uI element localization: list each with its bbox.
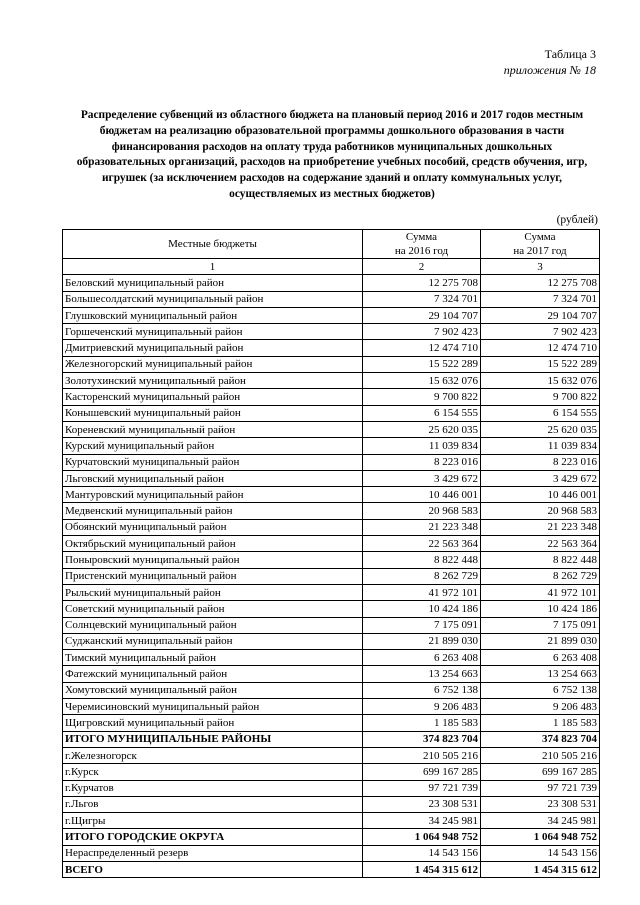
sum-2017-cell: 15 632 076 — [481, 373, 600, 389]
table-row — [63, 747, 600, 763]
sum-2016-cell: 12 474 710 — [363, 340, 481, 356]
budget-name-cell: Касторенский муниципальный район — [63, 389, 363, 405]
table-row — [63, 650, 600, 666]
table-row — [63, 584, 600, 600]
sum-2016-cell: 1 064 948 752 — [363, 829, 481, 845]
sum-2016-cell: 7 324 701 — [363, 291, 481, 307]
sum-2016-cell: 21 223 348 — [363, 519, 481, 535]
sum-2017-cell: 11 039 834 — [481, 438, 600, 454]
column-number: 3 — [481, 259, 600, 275]
table-row — [63, 454, 600, 470]
table-row — [63, 373, 600, 389]
sum-2017-cell: 12 275 708 — [481, 275, 600, 291]
budget-name-cell: Железногорский муниципальный район — [63, 356, 363, 372]
sum-2017-cell: 8 822 448 — [481, 552, 600, 568]
sum-2017-cell: 22 563 364 — [481, 536, 600, 552]
header-sum-2017-line2: на 2017 год — [513, 245, 567, 257]
table-row — [63, 845, 600, 861]
sum-2016-cell: 1 454 315 612 — [363, 861, 481, 877]
sum-2017-cell: 13 254 663 — [481, 666, 600, 682]
table-row — [63, 356, 600, 372]
sum-2016-cell: 8 822 448 — [363, 552, 481, 568]
sum-2016-cell: 10 446 001 — [363, 487, 481, 503]
units-label: (рублей) — [556, 214, 598, 226]
budget-name-cell: Тимский муниципальный район — [63, 650, 363, 666]
table-row — [63, 389, 600, 405]
sum-2016-cell: 3 429 672 — [363, 470, 481, 486]
title-line: осуществляемых из местных бюджетов) — [229, 187, 435, 200]
budget-name-cell: Курчатовский муниципальный район — [63, 454, 363, 470]
sum-2016-cell: 6 263 408 — [363, 650, 481, 666]
sum-2016-cell: 11 039 834 — [363, 438, 481, 454]
sum-2017-cell: 7 902 423 — [481, 324, 600, 340]
header-local-budgets: Местные бюджеты — [63, 230, 363, 259]
header-sum-2016 — [363, 230, 481, 259]
subsidy-table — [62, 229, 600, 878]
table-row — [63, 307, 600, 323]
table-row — [63, 324, 600, 340]
budget-name-cell: Поныровский муниципальный район — [63, 552, 363, 568]
sum-2016-cell: 15 522 289 — [363, 356, 481, 372]
budget-name-cell: Мантуровский муниципальный район — [63, 487, 363, 503]
sum-2016-cell: 1 185 583 — [363, 715, 481, 731]
sum-2016-cell: 699 167 285 — [363, 764, 481, 780]
table-total-row — [63, 829, 600, 845]
budget-name-cell: ВСЕГО — [63, 861, 363, 877]
sum-2017-cell: 23 308 531 — [481, 796, 600, 812]
table-row — [63, 601, 600, 617]
budget-name-cell: ИТОГО ГОРОДСКИЕ ОКРУГА — [63, 829, 363, 845]
table-header-row — [63, 230, 600, 259]
budget-name-cell: г.Льгов — [63, 796, 363, 812]
sum-2017-cell: 20 968 583 — [481, 503, 600, 519]
budget-name-cell: Золотухинский муниципальный район — [63, 373, 363, 389]
table-row — [63, 617, 600, 633]
sum-2016-cell: 23 308 531 — [363, 796, 481, 812]
budget-name-cell: Конышевский муниципальный район — [63, 405, 363, 421]
sum-2017-cell: 29 104 707 — [481, 307, 600, 323]
title-line: бюджетам на реализацию образовательной программы дошкольного образования в части — [99, 124, 565, 137]
budget-name-cell: Дмитриевский муниципальный район — [63, 340, 363, 356]
column-number-row — [63, 259, 600, 275]
table-row — [63, 438, 600, 454]
table-row — [63, 568, 600, 584]
sum-2016-cell: 10 424 186 — [363, 601, 481, 617]
table-row — [63, 536, 600, 552]
sum-2017-cell: 41 972 101 — [481, 584, 600, 600]
budget-name-cell: г.Курск — [63, 764, 363, 780]
sum-2017-cell: 14 543 156 — [481, 845, 600, 861]
sum-2017-cell: 10 446 001 — [481, 487, 600, 503]
header-sum-2017-line1: Сумма — [524, 231, 556, 243]
appendix-number: приложения № 18 — [503, 63, 596, 77]
sum-2016-cell: 6 752 138 — [363, 682, 481, 698]
budget-name-cell: Глушковский муниципальный район — [63, 307, 363, 323]
sum-2017-cell: 10 424 186 — [481, 601, 600, 617]
budget-name-cell: г.Щигры — [63, 813, 363, 829]
table-row — [63, 796, 600, 812]
budget-name-cell: Рыльский муниципальный район — [63, 584, 363, 600]
sum-2017-cell: 699 167 285 — [481, 764, 600, 780]
budget-name-cell: Медвенский муниципальный район — [63, 503, 363, 519]
header-sum-2017 — [481, 230, 600, 259]
table-row — [63, 470, 600, 486]
table-body — [63, 275, 600, 878]
budget-name-cell: Кореневский муниципальный район — [63, 421, 363, 437]
budget-name-cell: Октябрьский муниципальный район — [63, 536, 363, 552]
sum-2016-cell: 9 700 822 — [363, 389, 481, 405]
sum-2016-cell: 21 899 030 — [363, 633, 481, 649]
budget-name-cell: Черемисиновский муниципальный район — [63, 699, 363, 715]
sum-2017-cell: 6 154 555 — [481, 405, 600, 421]
sum-2017-cell: 1 454 315 612 — [481, 861, 600, 877]
sum-2017-cell: 210 505 216 — [481, 747, 600, 763]
sum-2016-cell: 22 563 364 — [363, 536, 481, 552]
sum-2016-cell: 210 505 216 — [363, 747, 481, 763]
header-sum-2016-line2: на 2016 год — [394, 245, 449, 257]
sum-2016-cell: 97 721 739 — [363, 780, 481, 796]
table-row — [63, 764, 600, 780]
table-row — [63, 715, 600, 731]
budget-name-cell: Фатежский муниципальный район — [63, 666, 363, 682]
column-number: 1 — [63, 259, 363, 275]
sum-2016-cell: 374 823 704 — [363, 731, 481, 747]
sum-2017-cell: 6 263 408 — [481, 650, 600, 666]
table-row — [63, 421, 600, 437]
header-sum-2016-line1: Сумма — [405, 231, 438, 243]
sum-2017-cell: 8 223 016 — [481, 454, 600, 470]
sum-2017-cell: 1 185 583 — [481, 715, 600, 731]
sum-2016-cell: 25 620 035 — [363, 421, 481, 437]
title-line: игрушек (за исключением расходов на содержание зданий и оплату коммунальных услуг, — [101, 172, 563, 185]
sum-2017-cell: 97 721 739 — [481, 780, 600, 796]
budget-name-cell: Солнцевский муниципальный район — [63, 617, 363, 633]
sum-2016-cell: 8 262 729 — [363, 568, 481, 584]
budget-name-cell: ИТОГО МУНИЦИПАЛЬНЫЕ РАЙОНЫ — [63, 731, 363, 747]
table-row — [63, 487, 600, 503]
sum-2016-cell: 6 154 555 — [363, 405, 481, 421]
table-total-row — [63, 861, 600, 877]
table-row — [63, 633, 600, 649]
sum-2016-cell: 13 254 663 — [363, 666, 481, 682]
budget-name-cell: Пристенский муниципальный район — [63, 568, 363, 584]
table-row — [63, 275, 600, 291]
table-number: Таблица 3 — [544, 47, 596, 61]
title-line: Распределение субвенций из областного бюджета на плановый период 2016 и 2017 годов местным — [80, 109, 584, 121]
sum-2017-cell: 34 245 981 — [481, 813, 600, 829]
budget-name-cell: Льговский муниципальный район — [63, 470, 363, 486]
sum-2016-cell: 41 972 101 — [363, 584, 481, 600]
budget-name-cell: Курский муниципальный район — [63, 438, 363, 454]
sum-2017-cell: 12 474 710 — [481, 340, 600, 356]
budget-name-cell: Советский муниципальный район — [63, 601, 363, 617]
document-title — [62, 108, 602, 203]
sum-2017-cell: 6 752 138 — [481, 682, 600, 698]
title-line: образовательных организаций, расходов на приобретение учебных пособий, средств обучения, игр, — [76, 156, 588, 169]
sum-2016-cell: 15 632 076 — [363, 373, 481, 389]
budget-name-cell: г.Железногорск — [63, 747, 363, 763]
budget-name-cell: Щигровский муниципальный район — [63, 715, 363, 731]
table-row — [63, 552, 600, 568]
budget-name-cell: Горшеченский муниципальный район — [63, 324, 363, 340]
table-row — [63, 340, 600, 356]
sum-2017-cell: 7 324 701 — [481, 291, 600, 307]
budget-name-cell: Большесолдатский муниципальный район — [63, 291, 363, 307]
sum-2017-cell: 1 064 948 752 — [481, 829, 600, 845]
table-row — [63, 519, 600, 535]
sum-2017-cell: 25 620 035 — [481, 421, 600, 437]
budget-name-cell: Нераспределенный резерв — [63, 845, 363, 861]
sum-2017-cell: 7 175 091 — [481, 617, 600, 633]
sum-2016-cell: 29 104 707 — [363, 307, 481, 323]
sum-2016-cell: 12 275 708 — [363, 275, 481, 291]
sum-2017-cell: 21 899 030 — [481, 633, 600, 649]
sum-2016-cell: 14 543 156 — [363, 845, 481, 861]
title-line: финансирования расходов на оплату труда работников муниципальных дошкольных — [111, 140, 553, 153]
column-number: 2 — [363, 259, 481, 275]
table-row — [63, 813, 600, 829]
appendix-reference — [504, 46, 596, 78]
sum-2016-cell: 7 902 423 — [363, 324, 481, 340]
sum-2017-cell: 21 223 348 — [481, 519, 600, 535]
budget-name-cell: Беловский муниципальный район — [63, 275, 363, 291]
sum-2016-cell: 34 245 981 — [363, 813, 481, 829]
sum-2016-cell: 8 223 016 — [363, 454, 481, 470]
sum-2017-cell: 3 429 672 — [481, 470, 600, 486]
table-row — [63, 699, 600, 715]
table-row — [63, 291, 600, 307]
budget-name-cell: Суджанский муниципальный район — [63, 633, 363, 649]
budget-name-cell: г.Курчатов — [63, 780, 363, 796]
sum-2017-cell: 8 262 729 — [481, 568, 600, 584]
table-row — [63, 405, 600, 421]
table-row — [63, 780, 600, 796]
sum-2017-cell: 374 823 704 — [481, 731, 600, 747]
budget-name-cell: Хомутовский муниципальный район — [63, 682, 363, 698]
budget-name-cell: Обоянский муниципальный район — [63, 519, 363, 535]
table-row — [63, 682, 600, 698]
sum-2017-cell: 15 522 289 — [481, 356, 600, 372]
sum-2017-cell: 9 206 483 — [481, 699, 600, 715]
table-total-row — [63, 731, 600, 747]
table-row — [63, 503, 600, 519]
sum-2016-cell: 9 206 483 — [363, 699, 481, 715]
sum-2016-cell: 7 175 091 — [363, 617, 481, 633]
sum-2016-cell: 20 968 583 — [363, 503, 481, 519]
sum-2017-cell: 9 700 822 — [481, 389, 600, 405]
table-row — [63, 666, 600, 682]
